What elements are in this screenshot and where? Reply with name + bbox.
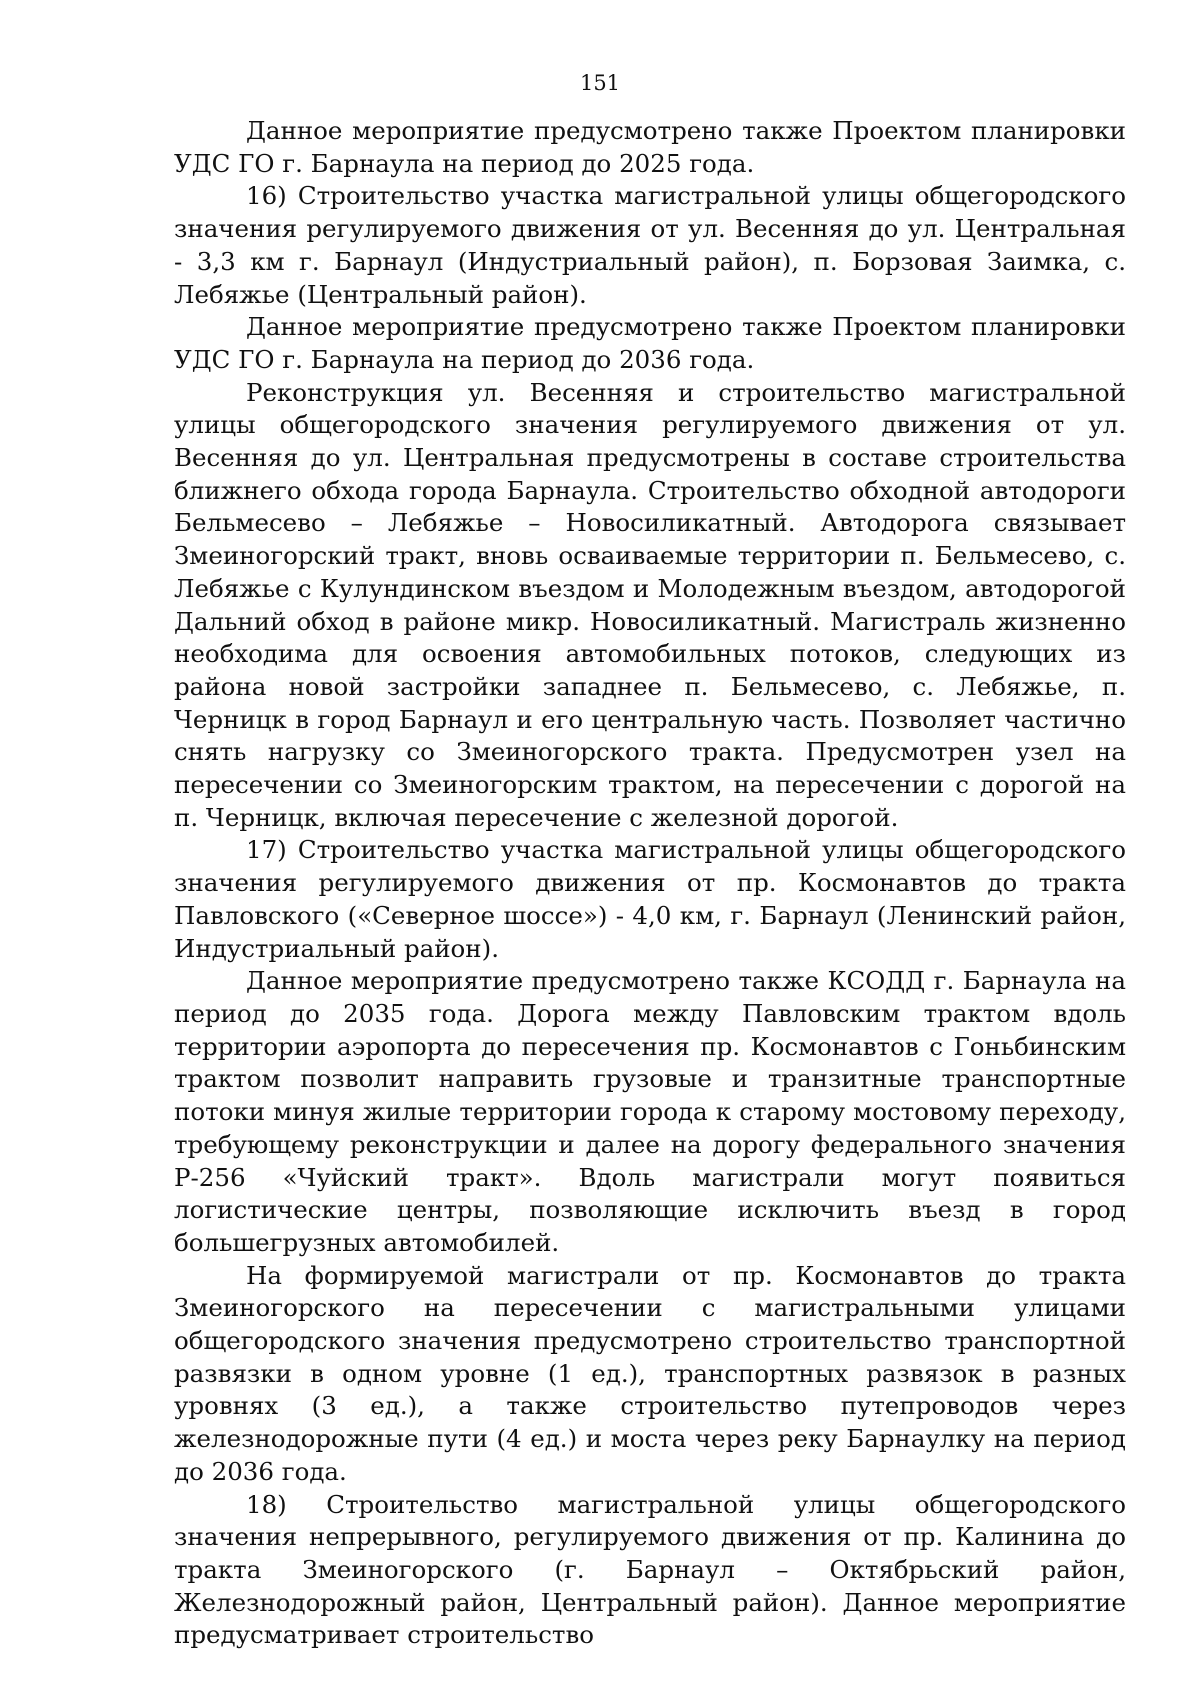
paragraph: Данное мероприятие предусмотрено также КСОДД г. Барнаула на период до 2035 года. Дорога между Павловским трактом вдоль территории аэропорта до пересечения пр. Космонавтов с Гоньбинским трактом позволит направить грузовые и транзитные транспортные потоки минуя жилые территории города к старому мостовому переходу, требующему реконструкции и далее на дорогу федерального значения Р-256 «Чуйский тракт». Вдоль магистрали могут появиться логистические центры, позволяющие исключить въезд в город большегрузных автомобилей. [174,966,1126,1257]
document-body [174,115,1126,1652]
paragraph: Реконструкция ул. Весенняя и строительство магистральной улицы общегородского значения регулируемого движения от ул. Весенняя до ул. Центральная предусмотрены в составе строительства ближнего обхода города Барнаула. Строительство обходной автодороги Бельмесево – Лебяжье – Новосиликатный. Автодорога связывает Змеиногорский тракт, вновь осваиваемые территории п. Бельмесево, с. Лебяжье с Кулундинском въездом и Молодежным въездом, автодорогой Дальний обход в районе микр. Новосиликатный. Магистраль жизненно необходима для освоения автомобильных потоков, следующих из района новой застройки западнее п. Бельмесево, с. Лебяжье, п. Черницк в город Барнаул и его центральную часть. Позволяет частично снять нагрузку со Змеиногорского тракта. Предусмотрен узел на пересечении со Змеиногорским трактом, на пересечении с дорогой на п. Черницк, включая пересечение с железной дорогой. [174,377,1126,832]
page-number: 151 [579,71,621,95]
paragraph: 16) Строительство участка магистральной улицы общегородского значения регулируемого движения от ул. Весенняя до ул. Центральная - 3,3 км г. Барнаул (Индустриальный район), п. Борзовая Заимка, с. Лебяжье (Центральный район). [174,181,1126,309]
paragraph: Данное мероприятие предусмотрено также Проектом планировки УДС ГО г. Барнаула на период до 2025 года. [174,116,1126,178]
paragraph: 17) Строительство участка магистральной улицы общегородского значения регулируемого движения от пр. Космонавтов до тракта Павловского («Северное шоссе») - 4,0 км, г. Барнаул (Ленинский район, Индустриальный район). [174,835,1126,963]
paragraph: 18) Строительство магистральной улицы общегородского значения непрерывного, регулируемого движения от пр. Калинина до тракта Змеиногорского (г. Барнаул – Октябрьский район, Железнодорожный район, Центральный район). Данное мероприятие предусматривает строительство [174,1489,1126,1650]
paragraph: Данное мероприятие предусмотрено также Проектом планировки УДС ГО г. Барнаула на период до 2036 года. [174,312,1126,374]
paragraph: На формируемой магистрали от пр. Космонавтов до тракта Змеиногорского на пересечении с магистральными улицами общегородского значения предусмотрено строительство транспортной развязки в одном уровне (1 ед.), транспортных развязок в разных уровнях (3 ед.), а также строительство путепроводов через железнодорожные пути (4 ед.) и моста через реку Барнаулку на период до 2036 года. [174,1260,1126,1486]
